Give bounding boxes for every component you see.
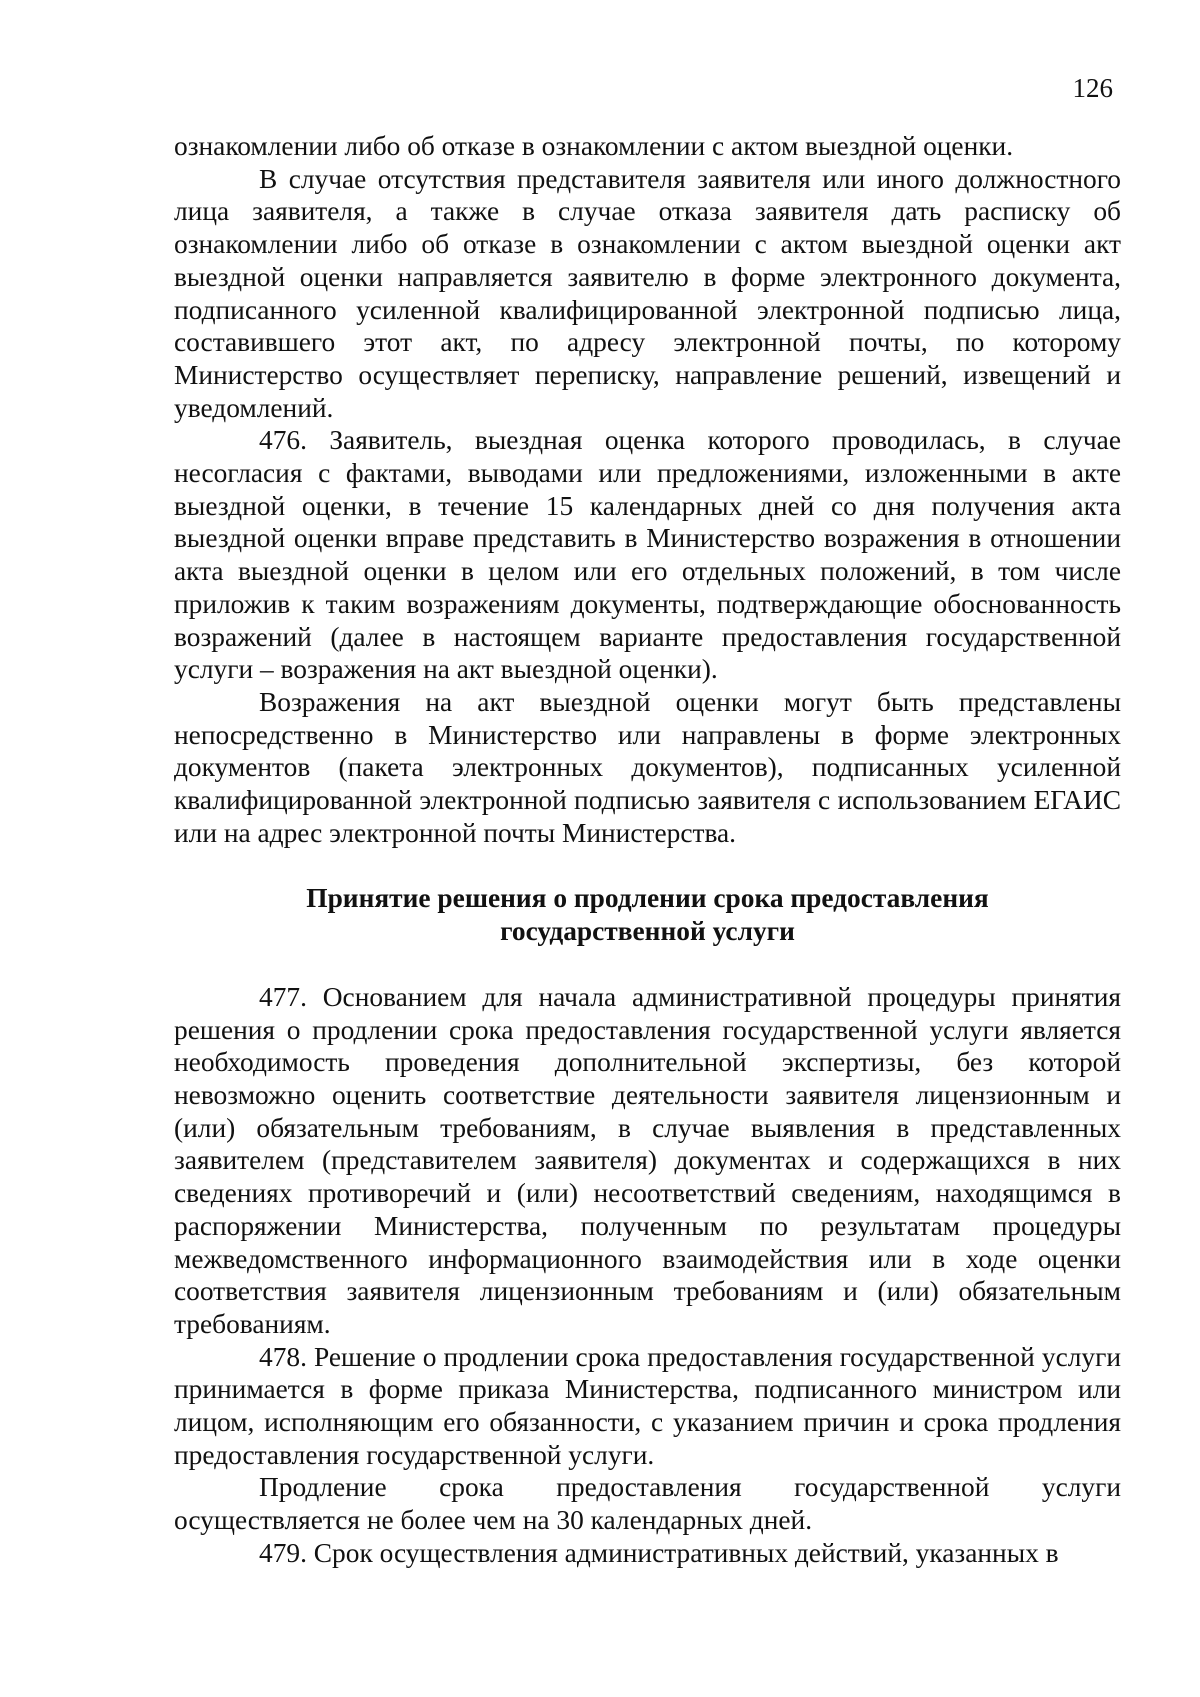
paragraph-extension-limit: Продление срока предоставления государственной услуги осуществляется не более чем на 30 календарных дней.: [174, 1472, 1121, 1536]
section-heading: [174, 882, 1121, 947]
paragraph-477: 477. Основанием для начала административной процедуры принятия решения о продлении срока предоставления государственной услуги является необходимость проведения дополнительной экспертизы, без которой невозможно оценить соответствие деятельности заявителя лицензионным и (или) обязательным требованиям, в случае выявления в представленных заявителем (представителем заявителя) документах и содержащихся в них сведениях противоречий и (или) несоответствий сведениям, находящимся в распоряжении Министерства, полученным по результатам процедуры межведомственного информационного взаимодействия или в ходе оценки соответствия заявителя лицензионным требованиям и (или) обязательным требованиям.: [174, 981, 1121, 1339]
section-heading-line-2: государственной услуги: [500, 916, 795, 947]
paragraph-absence-of-representative: В случае отсутствия представителя заявителя или иного должностного лица заявителя, а также в случае отказа заявителя дать расписку об ознакомлении либо об отказе в ознакомлении с актом выездной оценки акт выездной оценки направляется заявителю в форме электронного документа, подписанного усиленной квалифицированной электронной подписью лица, составившего этот акт, по адресу электронной почты, по которому Министерство осуществляет переписку, направление решений, извещений и уведомлений.: [174, 163, 1121, 423]
section-heading-line-1: Принятие решения о продлении срока предоставления: [306, 883, 989, 914]
paragraph-478: 478. Решение о продлении срока предоставления государственной услуги принимается в форме приказа Министерства, подписанного министром или лицом, исполняющим его обязанности, с указанием причин и срока продления предоставления государственной услуги.: [174, 1341, 1121, 1470]
page-number: 126: [1072, 73, 1113, 103]
paragraph-476: 476. Заявитель, выездная оценка которого проводилась, в случае несогласия с фактами, выводами или предложениями, изложенными в акте выездной оценки, в течение 15 календарных дней со дня получения акта выездной оценки вправе представить в Министерство возражения в отношении акта выездной оценки в целом или его отдельных положений, в том числе приложив к таким возражениям документы, подтверждающие обоснованность возражений (далее в настоящем варианте предоставления государственной услуги – возражения на акт выездной оценки).: [174, 425, 1121, 685]
document-body: [174, 130, 1121, 1570]
paragraph-479: 479. Срок осуществления административных действий, указанных в: [259, 1537, 1059, 1568]
paragraph-continuation: ознакомлении либо об отказе в ознакомлении с актом выездной оценки.: [174, 131, 1014, 161]
paragraph-objections: Возражения на акт выездной оценки могут быть представлены непосредственно в Министерство или направлены в форме электронных документов (пакета электронных документов), подписанных усиленной квалифицированной электронной подписью заявителя с использованием ЕГАИС или на адрес электронной почты Министерства.: [174, 686, 1121, 848]
